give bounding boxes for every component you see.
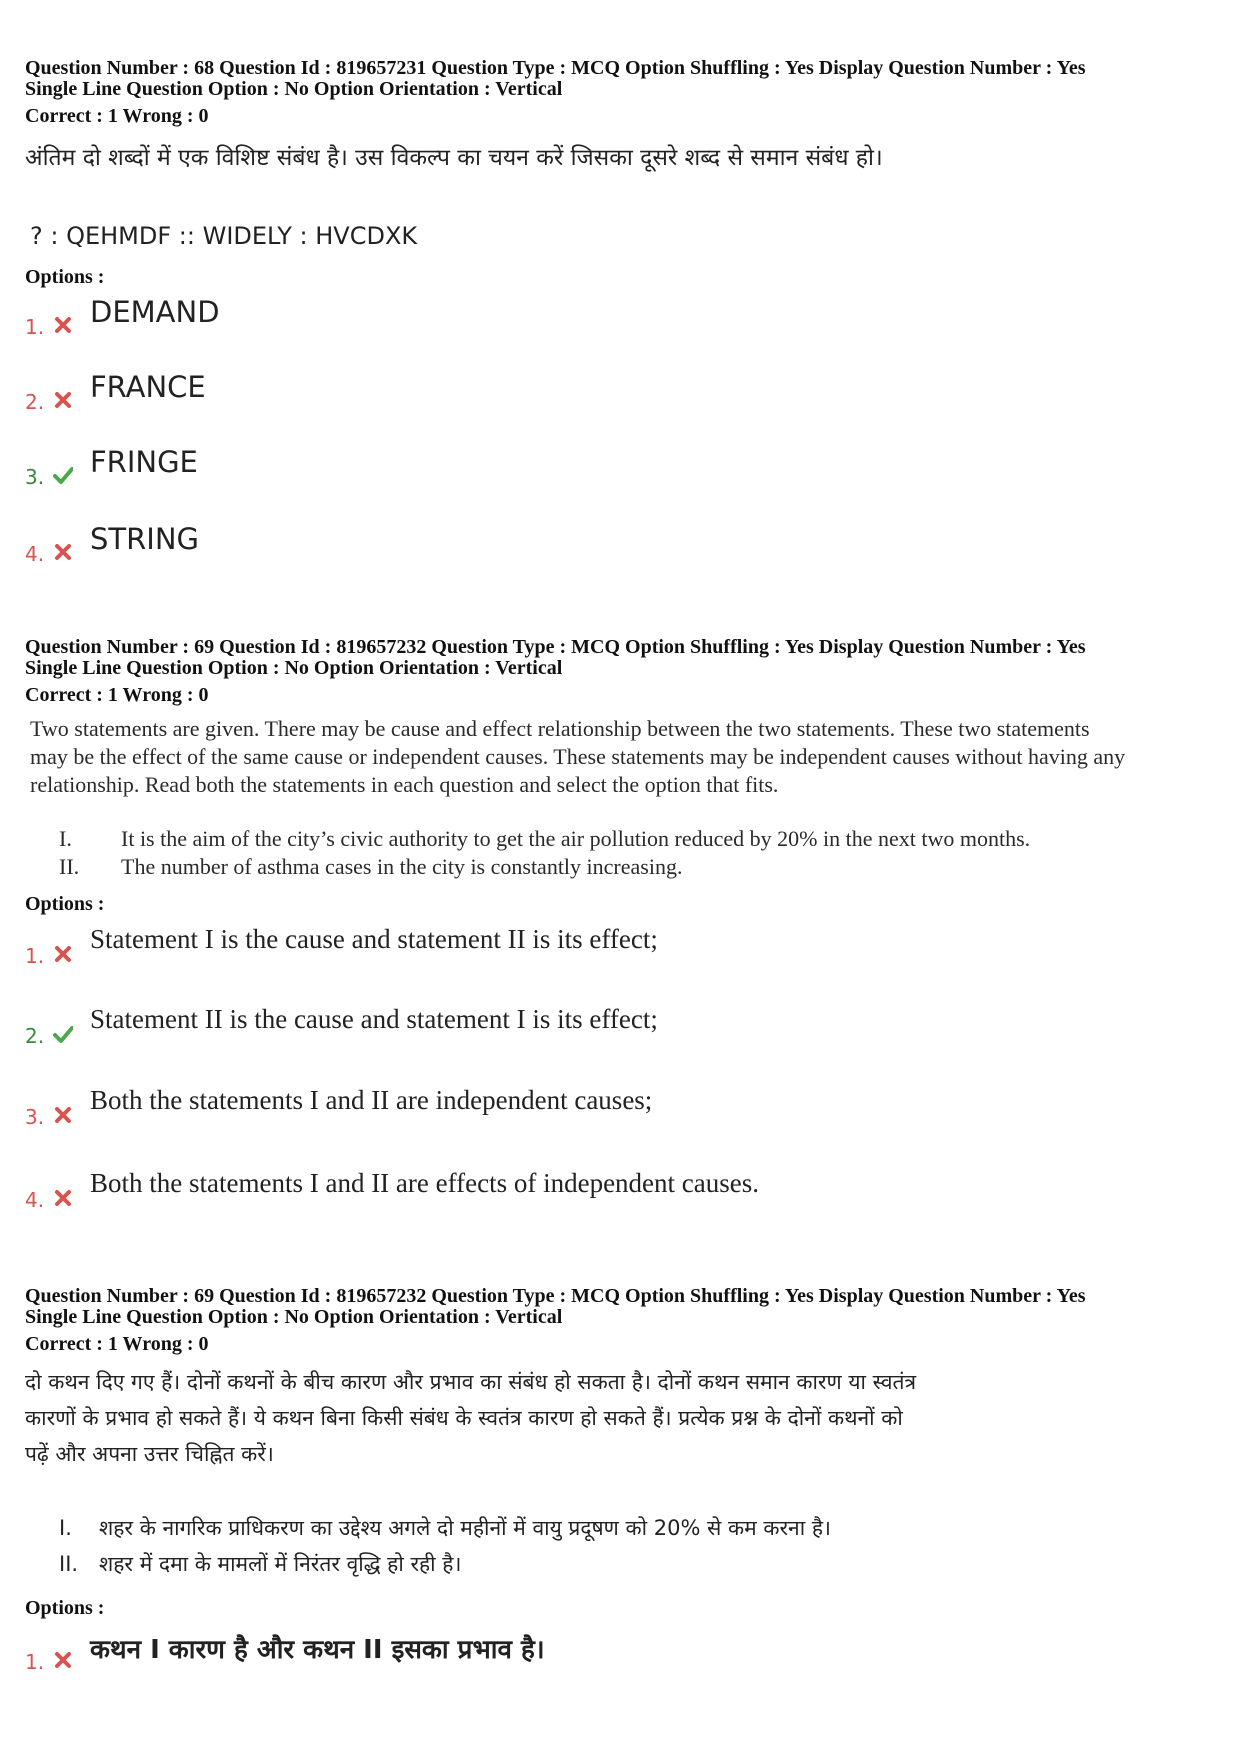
option-number: 1.: [25, 315, 45, 339]
intro-line: दो कथन दिए गए हैं। दोनों कथनों के बीच कारण और प्रभाव का संबंध हो सकता है। दोनों कथन समान कारण या स्वतंत्र: [25, 1370, 917, 1394]
option-row: [25, 1168, 1225, 1212]
question-meta-line-2: Single Line Question Option : No Option Orientation : Vertical: [25, 1306, 563, 1328]
cross-icon: [53, 315, 73, 335]
option-number: 2.: [25, 390, 45, 414]
options-label: Options :: [25, 1597, 105, 1619]
statement-item: [59, 1510, 831, 1546]
cross-icon: [53, 542, 73, 562]
statement-item: [59, 853, 682, 881]
question-meta-line-1: Question Number : 68 Question Id : 819657231 Question Type : MCQ Option Shuffling : Yes Display Question Number : Yes: [25, 57, 1086, 79]
option-row: [25, 445, 1225, 489]
option-text: कथन I कारण है और कथन II इसका प्रभाव है।: [90, 1635, 545, 1665]
statement-text: शहर के नागरिक प्राधिकरण का उद्देश्य अगले दो महीनों में वायु प्रदूषण को 20% से कम करना है।: [99, 1516, 831, 1540]
intro-line: कारणों के प्रभाव हो सकते हैं। ये कथन बिना किसी संबंध के स्वतंत्र कारण हो सकते हैं। प्रत्येक प्रश्न के दोनों कथनों को: [25, 1406, 903, 1430]
question-68-header: [25, 58, 1225, 127]
statement-numeral: II.: [59, 1552, 79, 1576]
options-label: Options :: [25, 266, 105, 288]
option-number: 3.: [25, 465, 45, 489]
question-meta-line-1: Question Number : 69 Question Id : 819657232 Question Type : MCQ Option Shuffling : Yes Display Question Number : Yes: [25, 636, 1086, 658]
option-row: [25, 295, 1225, 339]
intro-line: may be the effect of the same cause or independent causes. These statements may be independent causes without having any: [30, 744, 1126, 769]
check-icon: [53, 1024, 73, 1044]
option-row: [25, 522, 1225, 566]
option-text: Statement II is the cause and statement I is its effect;: [90, 1004, 658, 1034]
option-number: 1.: [25, 1650, 45, 1674]
question-meta-line-1: Question Number : 69 Question Id : 819657232 Question Type : MCQ Option Shuffling : Yes Display Question Number : Yes: [25, 1285, 1086, 1307]
option-text: STRING: [90, 522, 199, 556]
statements-list-hindi: [25, 1510, 1225, 1590]
statement-numeral: II.: [59, 854, 80, 879]
option-row: [25, 1630, 1225, 1674]
option-number: 1.: [25, 944, 45, 968]
question-meta-line-2: Single Line Question Option : No Option Orientation : Vertical: [25, 657, 563, 679]
question-69-hindi-header: [25, 1286, 1225, 1355]
question-meta-line-2: Single Line Question Option : No Option Orientation : Vertical: [25, 78, 563, 100]
statement-numeral: I.: [59, 1516, 72, 1540]
statement-item: [59, 1546, 461, 1582]
cross-icon: [53, 1188, 73, 1208]
option-number: 2.: [25, 1024, 45, 1048]
question-intro-hindi: [25, 1364, 1225, 1472]
intro-line: पढ़ें और अपना उत्तर चिह्नित करें।: [25, 1442, 274, 1466]
question-intro: [30, 715, 1225, 799]
option-text: Statement I is the cause and statement II is its effect;: [90, 924, 658, 954]
cross-icon: [53, 390, 73, 410]
page: [25, 0, 1225, 1755]
option-number: 3.: [25, 1105, 45, 1129]
intro-line: Two statements are given. There may be cause and effect relationship between the two statements. These two statements: [30, 716, 1090, 741]
correct-wrong-counts: Correct : 1 Wrong : 0: [25, 684, 209, 706]
option-text: FRINGE: [90, 445, 198, 479]
option-text: FRANCE: [90, 370, 206, 404]
cross-icon: [53, 944, 73, 964]
cross-icon: [53, 1650, 73, 1670]
option-row: [25, 924, 1225, 968]
statements-list: [25, 825, 1225, 885]
statement-text: It is the aim of the city’s civic authority to get the air pollution reduced by 20% in the next two months.: [121, 826, 1031, 851]
question-69-header: [25, 637, 1225, 706]
option-row: [25, 1004, 1225, 1048]
statement-numeral: I.: [59, 826, 72, 851]
statement-text: The number of asthma cases in the city is constantly increasing.: [121, 854, 683, 879]
analogy-text: ? : QEHMDF :: WIDELY : HVCDXK: [30, 222, 418, 250]
option-number: 4.: [25, 1188, 45, 1212]
cross-icon: [53, 1105, 73, 1125]
correct-wrong-counts: Correct : 1 Wrong : 0: [25, 1333, 209, 1355]
option-text: Both the statements I and II are effects of independent causes.: [90, 1168, 760, 1198]
option-number: 4.: [25, 542, 45, 566]
check-icon: [53, 465, 73, 485]
option-row: [25, 1085, 1225, 1129]
question-text: अंतिम दो शब्दों में एक विशिष्ट संबंध है। उस विकल्प का चयन करें जिसका दूसरे शब्द से समान संबंध हो।: [25, 145, 883, 171]
correct-wrong-counts: Correct : 1 Wrong : 0: [25, 105, 209, 127]
statement-item: [59, 825, 1030, 853]
option-text: Both the statements I and II are independent causes;: [90, 1085, 653, 1115]
option-row: [25, 370, 1225, 414]
statement-text: शहर में दमा के मामलों में निरंतर वृद्धि हो रही है।: [99, 1552, 462, 1576]
intro-line: relationship. Read both the statements in each question and select the option that fits.: [30, 772, 779, 797]
option-text: DEMAND: [90, 295, 220, 329]
options-label: Options :: [25, 893, 105, 915]
